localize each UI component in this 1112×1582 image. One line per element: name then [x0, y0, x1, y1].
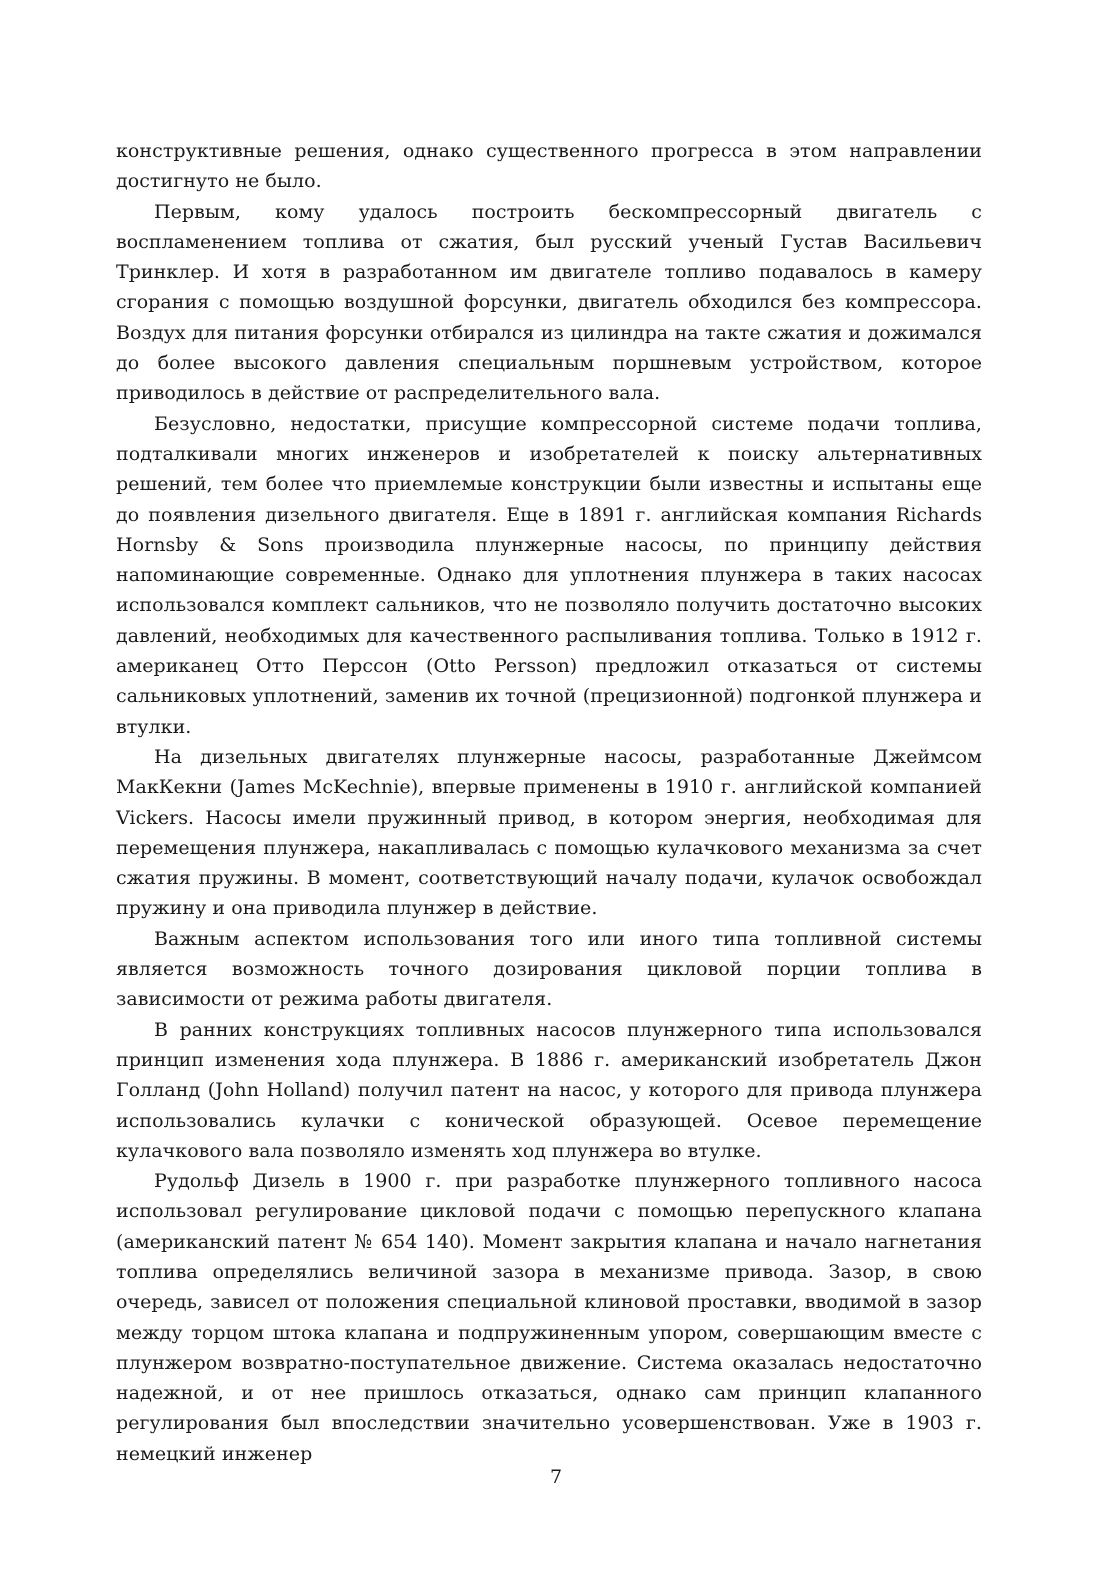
paragraph-3: Безусловно, недостатки, присущие компрессорной системе подачи топлива, подталкивали многих инженеров и изобретателей к поиску альтернативных решений, тем более что приемлемые конструкции были известны и испытаны еще до появления дизельного двигателя. Еще в 1891 г. английская компания Richards Hornsby & Sons производила плунжерные насосы, по принципу действия напоминающие современные. Однако для уплотнения плунжера в таких насосах использовался комплект сальников, что не позволяло получить достаточно высоких давлений, необходимых для качественного распыливания топлива. Только в 1912 г. американец Отто Перссон (Otto Persson) предложил отказаться от системы сальниковых уплотнений, заменив их точной (прецизионной) подгонкой плунжера и втулки. — [116, 412, 982, 738]
body-text — [116, 136, 982, 1469]
paragraph-1: конструктивные решения, однако существенного прогресса в этом направлении достигнуто не было. — [116, 140, 982, 193]
paragraph-5: Важным аспектом использования того или иного типа топливной системы является возможность точного дозирования цикловой порции топлива в зависимости от режима работы двигателя. — [116, 927, 982, 1011]
page-number: 7 — [549, 1466, 563, 1488]
paragraph-7: Рудольф Дизель в 1900 г. при разработке плунжерного топливного насоса использовал регулирование цикловой подачи с помощью перепускного клапана (американский патент № 654 140). Момент закрытия клапана и начало нагнетания топлива определялись величиной зазора в механизме привода. Зазор, в свою очередь, зависел от положения специальной клиновой проставки, вводимой в зазор между торцом штока клапана и подпружиненным упором, совершающим вместе с плунжером возвратно-поступательное движение. Система оказалась недостаточно надежной, и от нее пришлось отказаться, однако сам принцип клапанного регулирования был впоследствии значительно усовершенствован. Уже в 1903 г. немецкий инженер — [116, 1170, 982, 1465]
paragraph-2: Первым, кому удалось построить бескомпрессорный двигатель с воспламенением топлива от сжатия, был русский ученый Густав Васильевич Тринклер. И хотя в разработанном им двигателе топливо подавалось в камеру сгорания с помощью воздушной форсунки, двигатель обходился без компрессора. Воздух для питания форсунки отбирался из цилиндра на такте сжатия и дожимался до более высокого давления специальным поршневым устройством, которое приводилось в действие от распределительного вала. — [116, 200, 982, 405]
paragraph-4: На дизельных двигателях плунжерные насосы, разработанные Джеймсом МакКекни (James McKechnie), впервые применены в 1910 г. английской компанией Vickers. Насосы имели пружинный привод, в котором энергия, необходимая для перемещения плунжера, накапливалась с помощью кулачкового механизма за счет сжатия пружины. В момент, соответствующий началу подачи, кулачок освобождал пружину и она приводила плунжер в действие. — [116, 745, 982, 920]
paragraph-6: В ранних конструкциях топливных насосов плунжерного типа использовался принцип изменения хода плунжера. В 1886 г. американский изобретатель Джон Голланд (John Holland) получил патент на насос, у которого для привода плунжера использовались кулачки с конической образующей. Осевое перемещение кулачкового вала позволяло изменять ход плунжера во втулке. — [116, 1018, 982, 1162]
